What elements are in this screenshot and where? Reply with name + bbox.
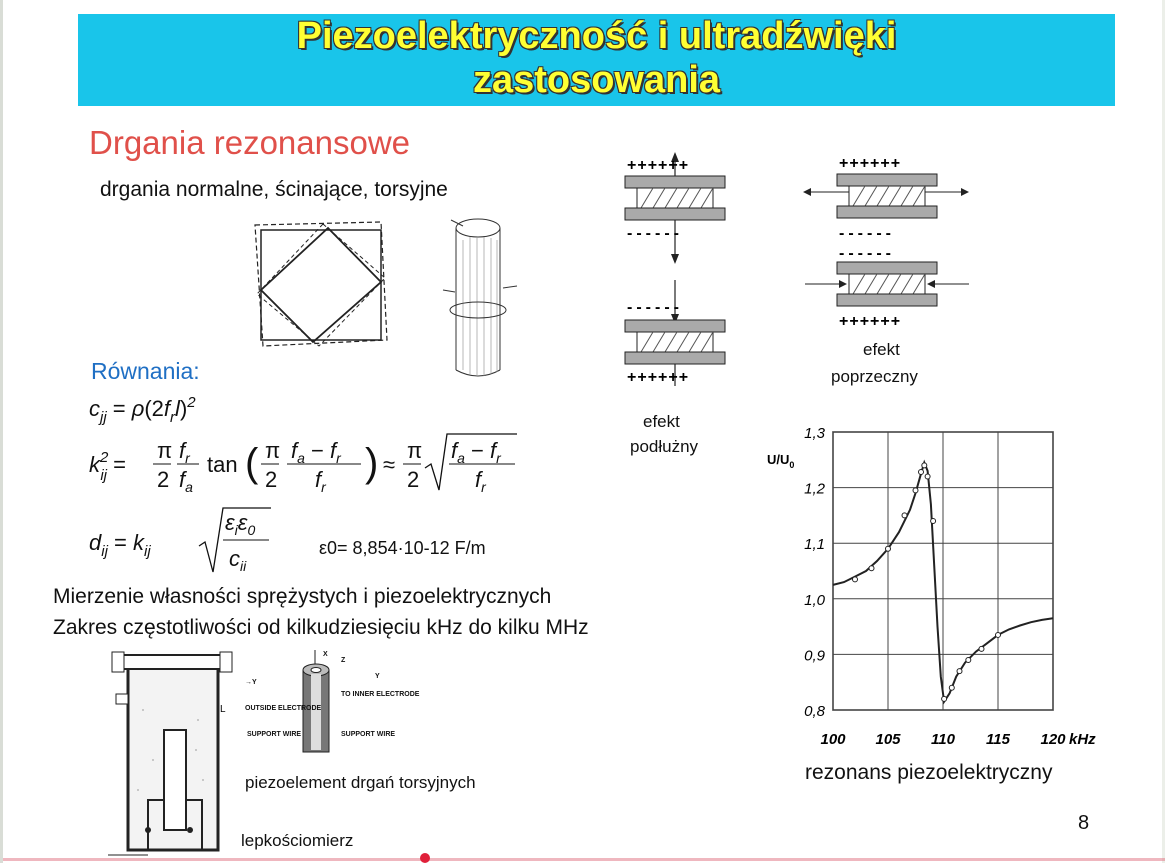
chart-x-tick-label: 105: [875, 731, 901, 748]
minus-row-top-1: ------: [627, 225, 683, 242]
svg-text:π: π: [157, 438, 173, 463]
torsional-caption: piezoelement drgań torsyjnych: [245, 773, 476, 792]
axis-y-left-label: →Y: [245, 679, 257, 686]
chart-x-tick-label: 110: [931, 731, 955, 748]
chart-data-point: [922, 463, 927, 468]
chart-markers: [853, 463, 1001, 702]
longitudinal-effect-diagram: [613, 150, 753, 390]
chart-data-point: [925, 474, 930, 479]
chart-data-point: [869, 566, 874, 571]
slide-title: [78, 14, 1115, 102]
svg-text:π: π: [407, 438, 423, 463]
minus-row-bottom-2: ------: [839, 245, 895, 262]
viscometer-l-label: L: [220, 704, 226, 715]
resonance-chart: [763, 420, 1123, 760]
svg-text:fr: $f_r$: [179, 438, 190, 466]
chart-x-tick-label: 100: [820, 731, 846, 748]
plus-row-top-1: ++++++: [627, 157, 690, 174]
progress-line: [3, 858, 1165, 861]
page-number: 8: [1078, 812, 1090, 834]
minus-row-top-2: ------: [839, 225, 895, 242]
chart-y-tick-label: 0,9: [804, 647, 825, 665]
chart-data-point: [949, 685, 954, 690]
transverse-caption-1: efekt: [863, 340, 900, 359]
plus-row-top-2: ++++++: [839, 155, 902, 172]
chart-data-point: [902, 513, 907, 518]
chart-data-point: [919, 470, 924, 475]
outside-electrode-label: OUTSIDE ELECTRODE: [245, 705, 322, 712]
chart-data-point: [979, 646, 984, 651]
svg-text:εiε0: $\varepsilon_i\varepsilon_0$: [225, 510, 256, 538]
viscometer-diagram: [108, 650, 238, 860]
svg-text:fa: $f_a$: [179, 467, 193, 495]
chart-y-tick-label: 0,8: [804, 703, 825, 720]
svg-text:≈: ≈: [383, 452, 396, 477]
svg-text:fr: $f_r$: [475, 467, 486, 495]
viscometer-caption: lepkościomierz: [241, 831, 354, 850]
svg-text:π: π: [265, 438, 281, 463]
svg-text:2: 2: [407, 467, 420, 492]
longitudinal-caption-2: podłużny: [630, 437, 699, 456]
svg-text:): ): [365, 441, 379, 485]
chart-data-point: [957, 669, 962, 674]
svg-text:2: 2: [265, 467, 278, 492]
inner-electrode-label: TO INNER ELECTRODE: [341, 691, 420, 698]
subtitle: Drgania rezonansowe: [89, 124, 411, 161]
equations-label: Równania:: [91, 358, 200, 384]
axis-z-label: Z: [341, 657, 346, 664]
svg-text:cii: $c_{ii}$: [229, 546, 247, 574]
axis-y-right-label: Y: [375, 673, 380, 680]
chart-x-label: kHz: [1069, 731, 1096, 748]
chart-data-point: [886, 546, 891, 551]
chart-data-point: [931, 518, 936, 523]
resonance-caption: rezonans piezoelektryczny: [805, 761, 1053, 784]
torsional-piezoelement-diagram: [245, 648, 420, 763]
chart-data-point: [853, 577, 858, 582]
svg-text:fa − fr: $f_a - f_r$: [451, 438, 501, 466]
chart-x-tick-label: 115: [986, 731, 1010, 748]
chart-data-point: [942, 696, 947, 701]
svg-text:fr: $f_r$: [315, 467, 326, 495]
chart-data-point: [913, 488, 918, 493]
vibration-types: drgania normalne, ścinające, torsyjne: [100, 178, 448, 201]
longitudinal-caption-1: efekt: [643, 412, 680, 431]
transverse-effect-diagram: [803, 150, 973, 330]
laser-pointer-dot: [420, 853, 430, 863]
support-wire-right-label: SUPPORT WIRE: [341, 731, 396, 738]
svg-text:k2ij =: $k^2$ ij =: [89, 449, 126, 484]
plus-row-bottom-2: ++++++: [839, 313, 902, 330]
title-line-2: zastosowania: [472, 59, 721, 101]
torsion-cylinder-diagram: [433, 210, 523, 385]
shear-vibration-diagram: [253, 220, 393, 350]
chart-y-tick-label: 1,0: [804, 591, 825, 609]
svg-text:fa − fr: $f_a - f_r$: [291, 438, 341, 466]
transverse-caption-2: poprzeczny: [831, 367, 918, 386]
svg-text:tan: tan: [207, 452, 238, 477]
minus-row-bottom-1: ------: [627, 299, 683, 316]
svg-text:cjj = ρ(2frl)2: $c_{jj} = \rho(2f_rl)^2$: [89, 394, 196, 426]
chart-x-tick-label: 120: [1040, 731, 1066, 748]
chart-y-label: $U/U_0$: [767, 452, 795, 470]
measure-line-2: Zakres częstotliwości od kilkudziesięciu kHz do kilku MHz: [53, 616, 589, 639]
chart-data-point: [966, 657, 971, 662]
plus-row-bottom-1: ++++++: [627, 369, 690, 386]
chart-y-tick-label: 1,3: [804, 425, 825, 442]
title-line-1: Piezoelektryczność i ultradźwięki: [296, 15, 897, 57]
support-wire-left-label: SUPPORT WIRE: [247, 731, 302, 738]
chart-data-point: [996, 632, 1001, 637]
svg-text:dij = kij: $d_{ij} = k_{ij}$: [89, 530, 151, 560]
svg-text:2: 2: [157, 467, 170, 492]
chart-y-tick-label: 1,2: [804, 480, 825, 498]
axis-x-label: X: [323, 651, 328, 658]
svg-text:(: (: [245, 441, 259, 485]
chart-y-tick-label: 1,1: [804, 536, 825, 554]
epsilon-constant: ε0= 8,854·10-12 F/m: [319, 538, 486, 558]
measure-line-1: Mierzenie własności sprężystych i piezoelektrycznych: [53, 585, 552, 608]
